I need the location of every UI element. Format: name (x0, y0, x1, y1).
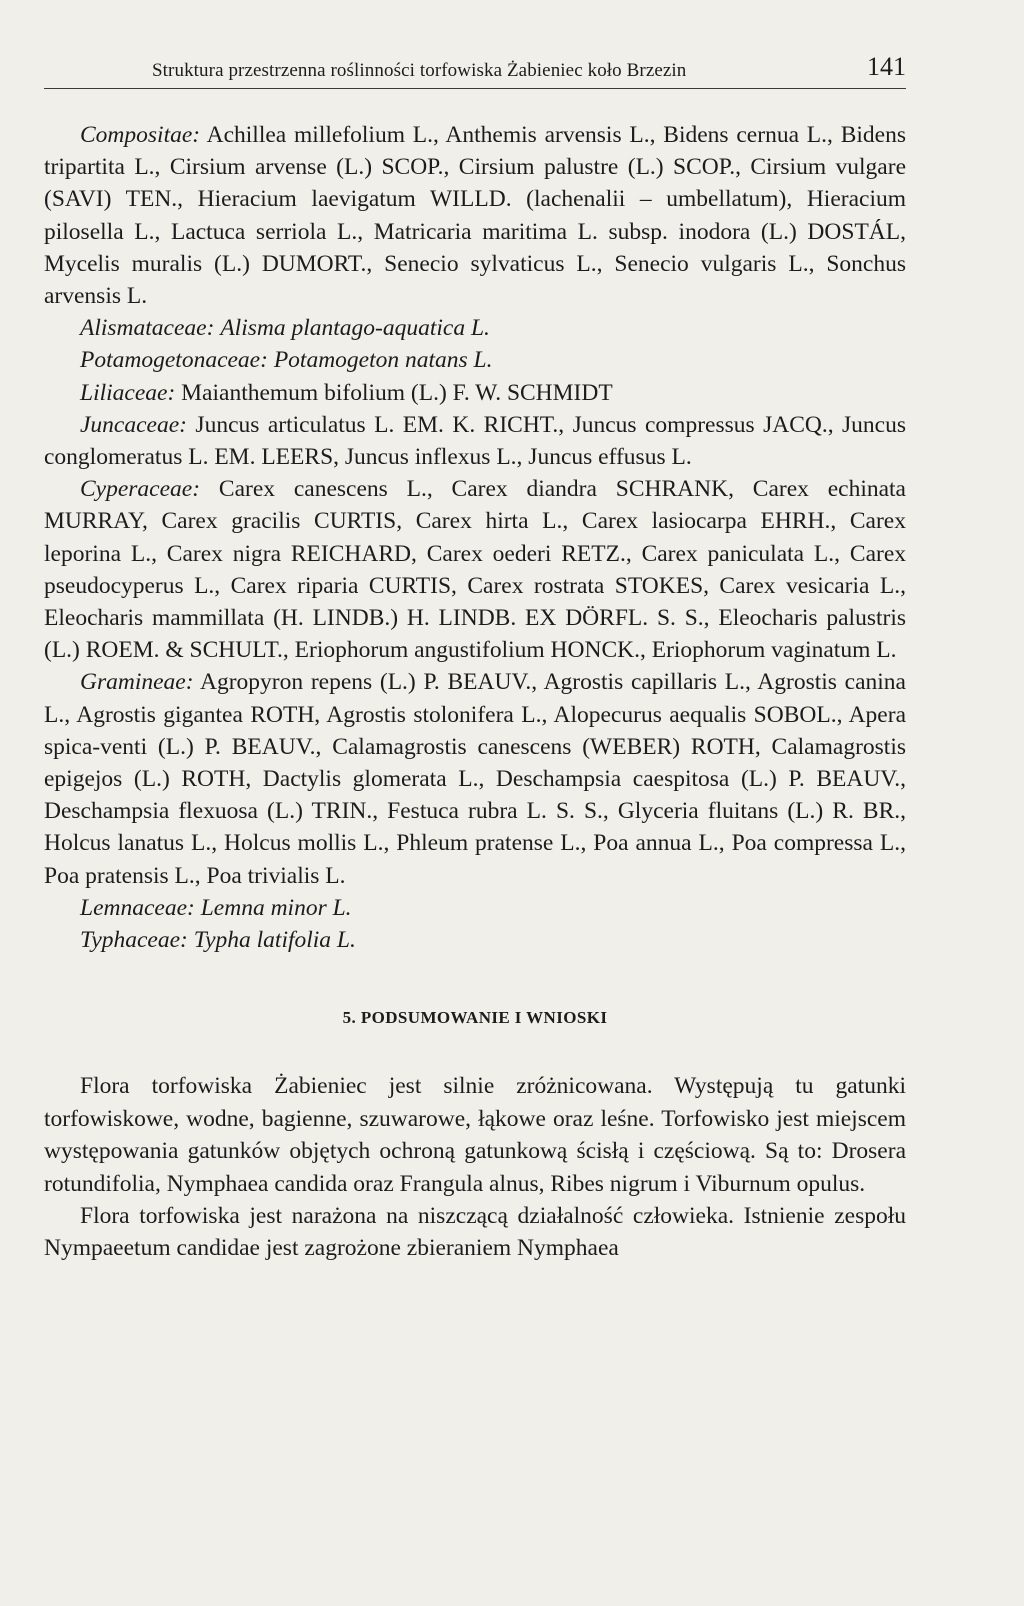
taxa-list: Maianthemum bifolium (L.) F. W. SCHMIDT (181, 379, 613, 406)
family-name: Lemnaceae: (80, 894, 195, 921)
family-name: Compositae: (80, 122, 201, 148)
family-name: Gramineae: (80, 669, 194, 696)
species-list (44, 119, 906, 956)
taxa-list: Typha latifolia L. (193, 927, 356, 954)
species-entry (44, 312, 906, 344)
section-title: 5. PODSUMOWANIE I WNIOSKI (342, 1008, 608, 1028)
paragraph: Flora torfowiska jest narażona na niszczącą działalność człowieka. Istnienie zespołu Nympaeetum candidae jest zagrożone zbieraniem Nymphaea (44, 1202, 906, 1262)
species-entry (44, 409, 906, 473)
family-name: Alismataceae: (80, 315, 215, 342)
species-entry (44, 344, 906, 376)
page-header (44, 44, 906, 89)
taxa-list: Agropyron repens (L.) P. BEAUV., Agrostis capillaris L., Agrostis canina L., Agrostis gigantea ROTH, Agrostis stolonifera L., Alopecurus aequalis SOBOL., Apera spica-venti (L.) P. BEAUV., Calamagrostis canescens (WEBER) ROTH, Calamagrostis epigejos (L.) ROTH, Dactylis glomerata L., Deschampsia caespitosa (L.) P. BEAUV., Deschampsia flexuosa (L.) TRIN., Festuca rubra L. S. S., Glyceria fluitans (L.) R. BR., Holcus lanatus L., Holcus mollis L., Phleum pratense L., Poa annua L., Poa compressa L., Poa pratensis L., Poa trivialis L. (44, 669, 906, 889)
taxa-list: Carex canescens L., Carex diandra SCHRANK, Carex echinata MURRAY, Carex gracilis CURTIS, Carex hirta L., Carex lasiocarpa EHRH., Carex leporina L., Carex nigra REICHARD, Carex oederi RETZ., Carex paniculata L., Carex pseudocyperus L., Carex riparia CURTIS, Carex rostrata STOKES, Carex vesicaria L., Eleocharis mammillata (H. LINDB.) H. LINDB. EX DÖRFL. S. S., Eleocharis palustris (L.) ROEM. & SCHULT., Eriophorum angustifolium HONCK., Eriophorum vaginatum L. (44, 476, 906, 664)
taxa-list: Lemna minor L. (200, 894, 352, 921)
species-entry (44, 119, 906, 312)
paragraph: Flora torfowiska Żabieniec jest silnie zróżnicowana. Występują tu gatunki torfowiskowe, wodne, bagienne, szuwarowe, łąkowe oraz leśne. Torfowisko jest miejscem występowania gatunków objętych ochroną gatunkową ścisłą i częściową. Są to: Drosera rotundifolia, Nymphaea candida oraz Frangula alnus, Ribes nigrum i Viburnum opulus. (44, 1073, 906, 1197)
family-name: Typhaceae: (80, 927, 188, 954)
species-entry (44, 473, 906, 666)
family-name: Juncaceae: (80, 411, 187, 438)
taxa-list: Achillea millefolium L., Anthemis arvensis L., Bidens cernua L., Bidens tripartita L., Cirsium arvense (L.) SCOP., Cirsium palustre (L.) SCOP., Cirsium vulgare (SAVI) TEN., Hieracium laevigatum WILLD. (lachenalii – umbellatum), Hieracium pilosella L., Lactuca serriola L., Matricaria maritima L. subsp. inodora (L.) DOSTÁL, Mycelis muralis (L.) DUMORT., Senecio sylvaticus L., Senecio vulgaris L., Sonchus arvensis L. (44, 122, 906, 310)
taxa-list: Alisma plantago-aquatica L. (220, 315, 490, 342)
running-title: Struktura przestrzenna roślinności torfowiska Żabieniec koło Brzezin (152, 60, 687, 81)
taxa-list: Juncus articulatus L. EM. K. RICHT., Juncus compressus JACQ., Juncus conglomeratus L. EM. LEERS, Juncus inflexus L., Juncus effusus L. (44, 411, 906, 471)
family-name: Cyperaceae: (80, 476, 201, 503)
taxa-list: Potamogeton natans L. (273, 347, 493, 374)
page-number: 141 (867, 52, 906, 81)
document-page (44, 44, 906, 1584)
species-entry (44, 666, 906, 891)
family-name: Potamogetonaceae: (80, 347, 268, 374)
species-entry (44, 924, 906, 956)
species-entry (44, 892, 906, 924)
species-entry (44, 377, 906, 409)
family-name: Liliaceae: (80, 379, 176, 406)
conclusions-text (44, 1070, 906, 1264)
